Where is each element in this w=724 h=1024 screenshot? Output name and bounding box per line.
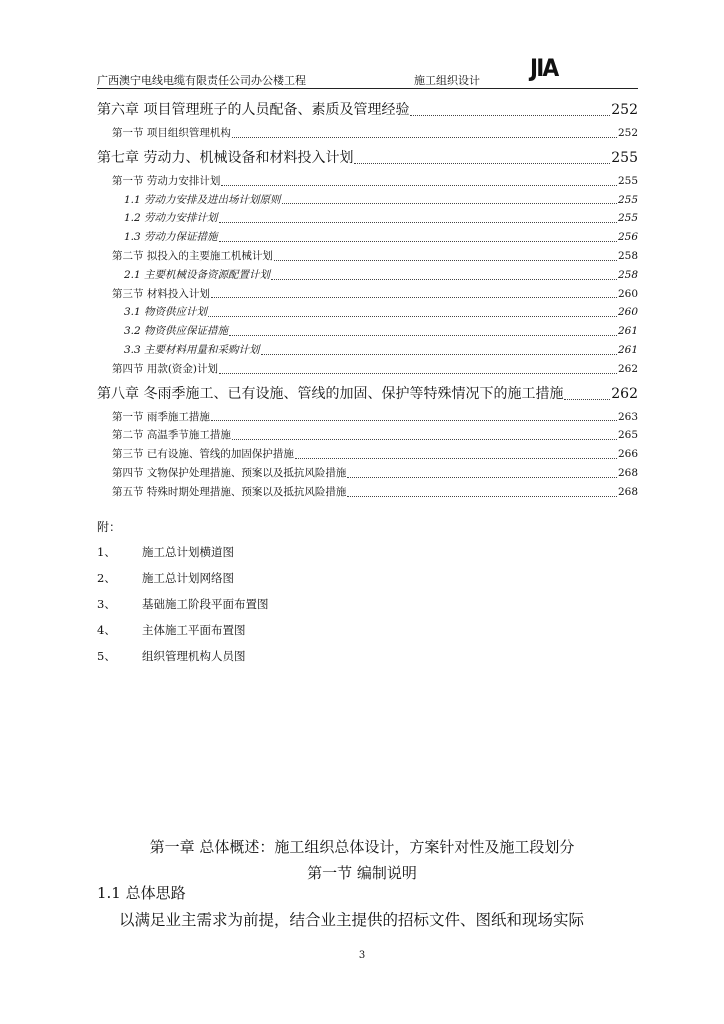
appendix-item-text: 组织管理机构人员图 (142, 649, 246, 663)
toc-leader-dots (211, 297, 617, 298)
toc-entry-title: 2.1 主要机械设备资源配置计划 (124, 268, 271, 281)
company-logo: JIA (530, 54, 558, 82)
toc-leader-dots (295, 458, 617, 459)
toc-entry-title: 第一节 劳动力安排计划 (112, 174, 221, 187)
toc-leader-dots (271, 279, 617, 280)
toc-entry-page: 260 (617, 287, 638, 300)
toc-entry-page: 268 (617, 466, 638, 479)
toc-entry-page: 262 (617, 362, 638, 375)
header-project-name: 广西澳宁电线电缆有限责任公司办公楼工程 (97, 74, 306, 87)
header-divider (97, 88, 638, 89)
appendix-item-number: 1、 (97, 545, 116, 559)
toc-entry-title: 第八章 冬雨季施工、已有设施、管线的加固、保护等特殊情况下的施工措施 (97, 385, 564, 402)
toc-entry-page: 265 (617, 429, 638, 442)
table-of-contents (97, 96, 638, 502)
toc-leader-dots (261, 354, 617, 355)
appendix-item-number: 2、 (97, 571, 116, 585)
toc-entry-chapter[interactable] (97, 381, 638, 408)
subsection-heading: 1.1 总体思路 (97, 884, 186, 902)
toc-entry-title: 第三节 已有设施、管线的加固保护措施 (112, 448, 294, 461)
toc-entry-page: 252 (617, 127, 638, 139)
toc-leader-dots (219, 373, 617, 374)
toc-leader-dots (347, 477, 617, 478)
toc-entry-page: 258 (617, 268, 638, 281)
toc-leader-dots (208, 316, 617, 317)
appendix-item-number: 5、 (97, 649, 116, 663)
toc-entry-title: 第四节 用款(资金)计划 (112, 362, 219, 375)
toc-entry-title: 3.3 主要材料用量和采购计划 (124, 343, 260, 356)
toc-leader-dots (347, 496, 617, 497)
appendix-item-number: 3、 (97, 597, 116, 611)
appendix-item-text: 施工总计划横道图 (142, 545, 234, 559)
toc-entry-chapter[interactable] (97, 97, 638, 124)
toc-entry-title: 第二节 高温季节施工措施 (112, 429, 231, 442)
toc-entry-page: 262 (611, 385, 638, 402)
page-number: 3 (358, 950, 366, 961)
toc-entry-title: 1.2 劳动力安排计划 (124, 212, 218, 225)
appendix-item-text: 基础施工阶段平面布置图 (142, 597, 269, 611)
toc-entry-title: 3.2 物资供应保证措施 (124, 325, 229, 338)
header-document-type: 施工组织设计 (414, 74, 480, 87)
toc-entry-section[interactable] (97, 247, 638, 266)
toc-entry-section[interactable] (97, 408, 638, 427)
appendix-item (97, 544, 234, 560)
toc-entry-subsection[interactable] (97, 209, 638, 228)
appendix-item (97, 570, 234, 586)
toc-entry-section[interactable] (97, 426, 638, 445)
toc-leader-dots (232, 137, 617, 138)
section-heading: 第一节 编制说明 (307, 864, 417, 882)
toc-entry-title: 第一节 雨季施工措施 (112, 410, 210, 423)
toc-leader-dots (410, 115, 610, 116)
toc-entry-subsection[interactable] (97, 303, 638, 322)
appendix-item-text: 施工总计划网络图 (142, 571, 234, 585)
toc-leader-dots (219, 222, 617, 223)
appendix-item (97, 648, 246, 664)
toc-entry-title: 第六章 项目管理班子的人员配备、素质及管理经验 (97, 102, 410, 118)
toc-leader-dots (232, 439, 617, 440)
toc-entry-page: 261 (617, 343, 638, 356)
toc-leader-dots (564, 399, 610, 400)
toc-entry-page: 268 (617, 485, 638, 498)
toc-entry-section[interactable] (97, 483, 638, 502)
toc-entry-title: 第五节 特殊时期处理措施、预案以及抵抗风险措施 (112, 485, 347, 498)
toc-leader-dots (219, 241, 617, 242)
toc-entry-section[interactable] (97, 285, 638, 304)
toc-entry-page: 255 (617, 212, 638, 225)
toc-leader-dots (221, 185, 617, 186)
toc-entry-title: 第三节 材料投入计划 (112, 287, 210, 300)
toc-entry-page: 266 (617, 448, 638, 461)
toc-leader-dots (274, 260, 617, 261)
appendix-label: 附： (97, 520, 122, 534)
toc-entry-page: 255 (617, 174, 638, 187)
toc-entry-page: 263 (617, 410, 638, 423)
toc-entry-title: 第二节 拟投入的主要施工机械计划 (112, 249, 273, 262)
toc-entry-section[interactable] (97, 124, 638, 143)
toc-entry-title: 1.1 劳动力安排及进出场计划原则 (124, 193, 281, 206)
toc-entry-subsection[interactable] (97, 191, 638, 210)
toc-entry-subsection[interactable] (97, 322, 638, 341)
toc-entry-page: 258 (617, 249, 638, 262)
appendix-item (97, 596, 269, 612)
appendix-item (97, 622, 246, 638)
toc-leader-dots (354, 163, 610, 164)
toc-leader-dots (211, 420, 617, 421)
toc-entry-page: 260 (617, 306, 638, 319)
toc-entry-subsection[interactable] (97, 341, 638, 360)
toc-leader-dots (229, 335, 617, 336)
appendix-item-number: 4、 (97, 623, 116, 637)
toc-entry-page: 261 (617, 325, 638, 338)
toc-entry-page: 255 (617, 193, 638, 206)
toc-entry-subsection[interactable] (97, 228, 638, 247)
body-paragraph: 以满足业主需求为前提，结合业主提供的招标文件、图纸和现场实际 (119, 911, 585, 929)
toc-entry-chapter[interactable] (97, 145, 638, 172)
appendix-item-text: 主体施工平面布置图 (142, 623, 246, 637)
toc-entry-page: 256 (617, 231, 638, 244)
toc-entry-title: 第七章 劳动力、机械设备和材料投入计划 (97, 149, 354, 166)
toc-entry-subsection[interactable] (97, 266, 638, 285)
toc-entry-title: 第一节 项目组织管理机构 (112, 127, 231, 139)
toc-entry-section[interactable] (97, 172, 638, 191)
toc-entry-section[interactable] (97, 445, 638, 464)
toc-entry-title: 1.3 劳动力保证措施 (124, 231, 218, 244)
toc-entry-title: 3.1 物资供应计划 (124, 306, 208, 319)
toc-entry-page: 252 (611, 102, 638, 118)
toc-entry-section[interactable] (97, 464, 638, 483)
chapter-heading: 第一章 总体概述：施工组织总体设计，方案针对性及施工段划分 (149, 838, 575, 856)
toc-entry-section[interactable] (97, 360, 638, 379)
toc-entry-title: 第四节 文物保护处理措施、预案以及抵抗风险措施 (112, 466, 347, 479)
toc-entry-page: 255 (611, 149, 638, 166)
toc-leader-dots (282, 203, 617, 204)
